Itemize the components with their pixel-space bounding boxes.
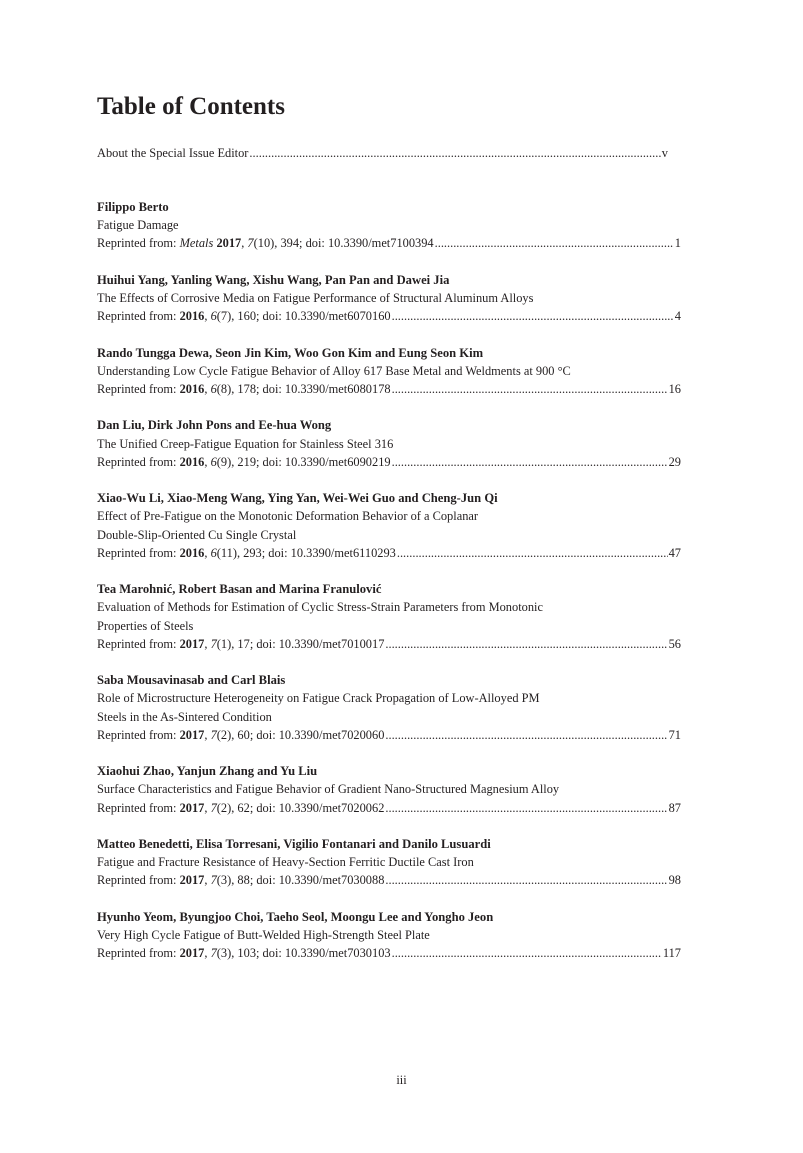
reprint-issue-doi: (2), 60; doi: 10.3390/met7020060 bbox=[216, 727, 385, 742]
leader-dots bbox=[392, 380, 668, 398]
reprint-citation: Reprinted from: 2017, 7(3), 88; doi: 10.3390/met7030088 bbox=[97, 873, 385, 888]
entry-title-line: Properties of Steels bbox=[97, 618, 194, 633]
reprint-issue-doi: (11), 293; doi: 10.3390/met6110293 bbox=[216, 545, 396, 560]
entry-title-line: Understanding Low Cycle Fatigue Behavior of Alloy 617 Base Metal and Weldments at 900 °C bbox=[97, 363, 571, 378]
entry-page-number: 87 bbox=[668, 800, 681, 815]
entry-reprint-line bbox=[97, 944, 681, 962]
reprint-citation: Reprinted from: 2016, 6(11), 293; doi: 10.3390/met6110293 bbox=[97, 545, 396, 560]
reprint-issue-doi: (8), 178; doi: 10.3390/met6080178 bbox=[216, 382, 391, 396]
reprint-year: 2017 bbox=[216, 236, 242, 251]
leader-dots bbox=[435, 234, 674, 252]
reprint-volume: 6 bbox=[210, 454, 217, 469]
reprint-year: 2016 bbox=[179, 454, 205, 469]
entry-title-line: Surface Characteristics and Fatigue Behavior of Gradient Nano-Structured Magnesium Alloy bbox=[97, 782, 560, 797]
reprint-volume: 7 bbox=[210, 636, 217, 651]
entry-title-line: Double-Slip-Oriented Cu Single Crystal bbox=[97, 527, 297, 542]
entry-authors: Huihui Yang, Yanling Wang, Xishu Wang, Pan Pan and Dawei Jia bbox=[97, 272, 450, 287]
reprint-volume: 7 bbox=[247, 236, 254, 251]
entry-title-line: Fatigue Damage bbox=[97, 218, 179, 233]
entry-page-number: 98 bbox=[668, 873, 681, 888]
entry-reprint-line bbox=[97, 799, 681, 817]
reprint-issue-doi: (1), 17; doi: 10.3390/met7010017 bbox=[216, 636, 385, 651]
entry-title-line: Steels in the As-Sintered Condition bbox=[97, 709, 272, 724]
reprint-volume: 6 bbox=[210, 309, 217, 324]
reprint-journal: Metals bbox=[179, 236, 214, 251]
toc-entry bbox=[97, 671, 697, 744]
toc-entry bbox=[97, 908, 697, 963]
toc-entry bbox=[97, 416, 697, 471]
entry-authors: Dan Liu, Dirk John Pons and Ee-hua Wong bbox=[97, 418, 332, 433]
entry-page-number: 56 bbox=[668, 636, 681, 651]
entry-authors: Filippo Berto bbox=[97, 200, 169, 214]
leader-dots bbox=[397, 544, 668, 562]
entry-title-line: Evaluation of Methods for Estimation of Cyclic Stress-Strain Parameters from Monotonic bbox=[97, 600, 543, 615]
entry-title-line: Fatigue and Fracture Resistance of Heavy-Section Ferritic Ductile Cast Iron bbox=[97, 855, 474, 870]
toc-about-label: About the Special Issue Editor bbox=[97, 146, 249, 160]
toc-entry bbox=[97, 762, 697, 817]
reprint-issue-doi: (7), 160; doi: 10.3390/met6070160 bbox=[216, 309, 391, 324]
reprint-citation: Reprinted from: 2017, 7(2), 60; doi: 10.3390/met7020060 bbox=[97, 727, 385, 742]
reprint-citation: Reprinted from: 2016, 6(8), 178; doi: 10.3390/met6080178 bbox=[97, 382, 391, 396]
entry-reprint-line bbox=[97, 871, 681, 889]
entry-reprint-line bbox=[97, 544, 681, 562]
reprint-citation: Reprinted from: 2016, 6(7), 160; doi: 10.3390/met6070160 bbox=[97, 309, 391, 324]
reprint-prefix: Reprinted from: bbox=[97, 454, 180, 469]
toc-entry bbox=[97, 489, 697, 562]
reprint-issue-doi: (2), 62; doi: 10.3390/met7020062 bbox=[216, 800, 385, 815]
reprint-volume: 6 bbox=[210, 545, 217, 560]
reprint-year: 2017 bbox=[179, 873, 205, 888]
leader-dots bbox=[385, 726, 667, 744]
reprint-prefix: Reprinted from: bbox=[97, 946, 180, 961]
reprint-citation: Reprinted from: 2017, 7(1), 17; doi: 10.3390/met7010017 bbox=[97, 636, 385, 651]
reprint-year: 2017 bbox=[179, 946, 205, 961]
entry-authors: Xiaohui Zhao, Yanjun Zhang and Yu Liu bbox=[97, 764, 318, 779]
entry-title-line: The Unified Creep-Fatigue Equation for Stainless Steel 316 bbox=[97, 436, 394, 451]
reprint-prefix: Reprinted from: bbox=[97, 309, 180, 324]
reprint-prefix: Reprinted from: bbox=[97, 545, 180, 560]
reprint-citation: Reprinted from: 2017, 7(2), 62; doi: 10.3390/met7020062 bbox=[97, 800, 385, 815]
entry-authors: Hyunho Yeom, Byungjoo Choi, Taeho Seol, Moongu Lee and Yongho Jeon bbox=[97, 909, 494, 924]
reprint-year: 2017 bbox=[179, 636, 205, 651]
page-number: iii bbox=[396, 1073, 407, 1087]
reprint-prefix: Reprinted from: bbox=[97, 382, 180, 396]
reprint-citation: Reprinted from: Metals 2017, 7(10), 394; doi: 10.3390/met7100394 bbox=[97, 236, 434, 251]
entry-title-line: Effect of Pre-Fatigue on the Monotonic Deformation Behavior of a Coplanar bbox=[97, 509, 479, 524]
entry-authors: Tea Marohnić, Robert Basan and Marina Franulović bbox=[97, 582, 382, 597]
entry-reprint-line bbox=[97, 726, 681, 744]
leader-dots bbox=[385, 799, 667, 817]
page-title: Table of Contents bbox=[97, 93, 285, 120]
reprint-prefix: Reprinted from: bbox=[97, 800, 180, 815]
leader-dots bbox=[392, 307, 674, 325]
entry-reprint-line bbox=[97, 453, 681, 471]
reprint-volume: 7 bbox=[210, 873, 217, 888]
entry-reprint-line bbox=[97, 380, 681, 398]
toc-entry bbox=[97, 271, 697, 326]
entry-title-line: Role of Microstructure Heterogeneity on Fatigue Crack Propagation of Low-Alloyed PM bbox=[97, 691, 540, 706]
entry-page-number: 47 bbox=[668, 545, 681, 560]
reprint-prefix: Reprinted from: bbox=[97, 873, 180, 888]
toc-entry bbox=[97, 580, 697, 653]
reprint-issue-doi: (10), 394; doi: 10.3390/met7100394 bbox=[253, 236, 434, 251]
reprint-issue-doi: (3), 103; doi: 10.3390/met7030103 bbox=[216, 946, 391, 961]
leader-dots bbox=[392, 453, 668, 471]
toc-entry bbox=[97, 198, 697, 253]
reprint-prefix: Reprinted from: bbox=[97, 727, 180, 742]
entry-page-number: 29 bbox=[668, 454, 681, 469]
entry-authors: Xiao-Wu Li, Xiao-Meng Wang, Ying Yan, Wei-Wei Guo and Cheng-Jun Qi bbox=[97, 491, 498, 506]
toc-about-page: v bbox=[661, 146, 668, 160]
toc-entry bbox=[97, 835, 697, 890]
entry-page-number: 1 bbox=[674, 236, 681, 251]
reprint-volume: 7 bbox=[210, 727, 217, 742]
entry-page-number: 71 bbox=[668, 727, 681, 742]
reprint-volume: 6 bbox=[210, 382, 217, 396]
leader-dots bbox=[249, 144, 660, 162]
toc-entry-list bbox=[97, 198, 697, 981]
reprint-issue-doi: (9), 219; doi: 10.3390/met6090219 bbox=[216, 454, 391, 469]
entry-page-number: 16 bbox=[668, 382, 681, 396]
reprint-issue-doi: (3), 88; doi: 10.3390/met7030088 bbox=[216, 873, 385, 888]
reprint-year: 2017 bbox=[179, 800, 205, 815]
reprint-year: 2016 bbox=[179, 382, 205, 396]
reprint-year: 2016 bbox=[179, 545, 205, 560]
toc-about-line bbox=[97, 144, 668, 162]
entry-page-number: 4 bbox=[674, 309, 681, 324]
entry-page-number: 117 bbox=[662, 946, 681, 961]
reprint-year: 2016 bbox=[179, 309, 205, 324]
entry-reprint-line bbox=[97, 635, 681, 653]
entry-reprint-line bbox=[97, 307, 681, 325]
reprint-prefix: Reprinted from: bbox=[97, 636, 180, 651]
toc-entry bbox=[97, 344, 697, 399]
entry-title-line: The Effects of Corrosive Media on Fatigue Performance of Structural Aluminum Alloys bbox=[97, 291, 534, 305]
reprint-citation: Reprinted from: 2017, 7(3), 103; doi: 10.3390/met7030103 bbox=[97, 946, 391, 961]
leader-dots bbox=[385, 871, 667, 889]
reprint-volume: 7 bbox=[210, 800, 217, 815]
entry-authors: Matteo Benedetti, Elisa Torresani, Vigilio Fontanari and Danilo Lusuardi bbox=[97, 836, 491, 851]
entry-authors: Rando Tungga Dewa, Seon Jin Kim, Woo Gon Kim and Eung Seon Kim bbox=[97, 345, 484, 360]
reprint-prefix: Reprinted from: bbox=[97, 236, 180, 251]
leader-dots bbox=[385, 635, 667, 653]
entry-authors: Saba Mousavinasab and Carl Blais bbox=[97, 673, 286, 688]
entry-title-line: Very High Cycle Fatigue of Butt-Welded High-Strength Steel Plate bbox=[97, 927, 430, 942]
reprint-year: 2017 bbox=[179, 727, 205, 742]
reprint-citation: Reprinted from: 2016, 6(9), 219; doi: 10.3390/met6090219 bbox=[97, 454, 391, 469]
entry-reprint-line bbox=[97, 234, 681, 252]
reprint-volume: 7 bbox=[210, 946, 217, 961]
leader-dots bbox=[392, 944, 662, 962]
